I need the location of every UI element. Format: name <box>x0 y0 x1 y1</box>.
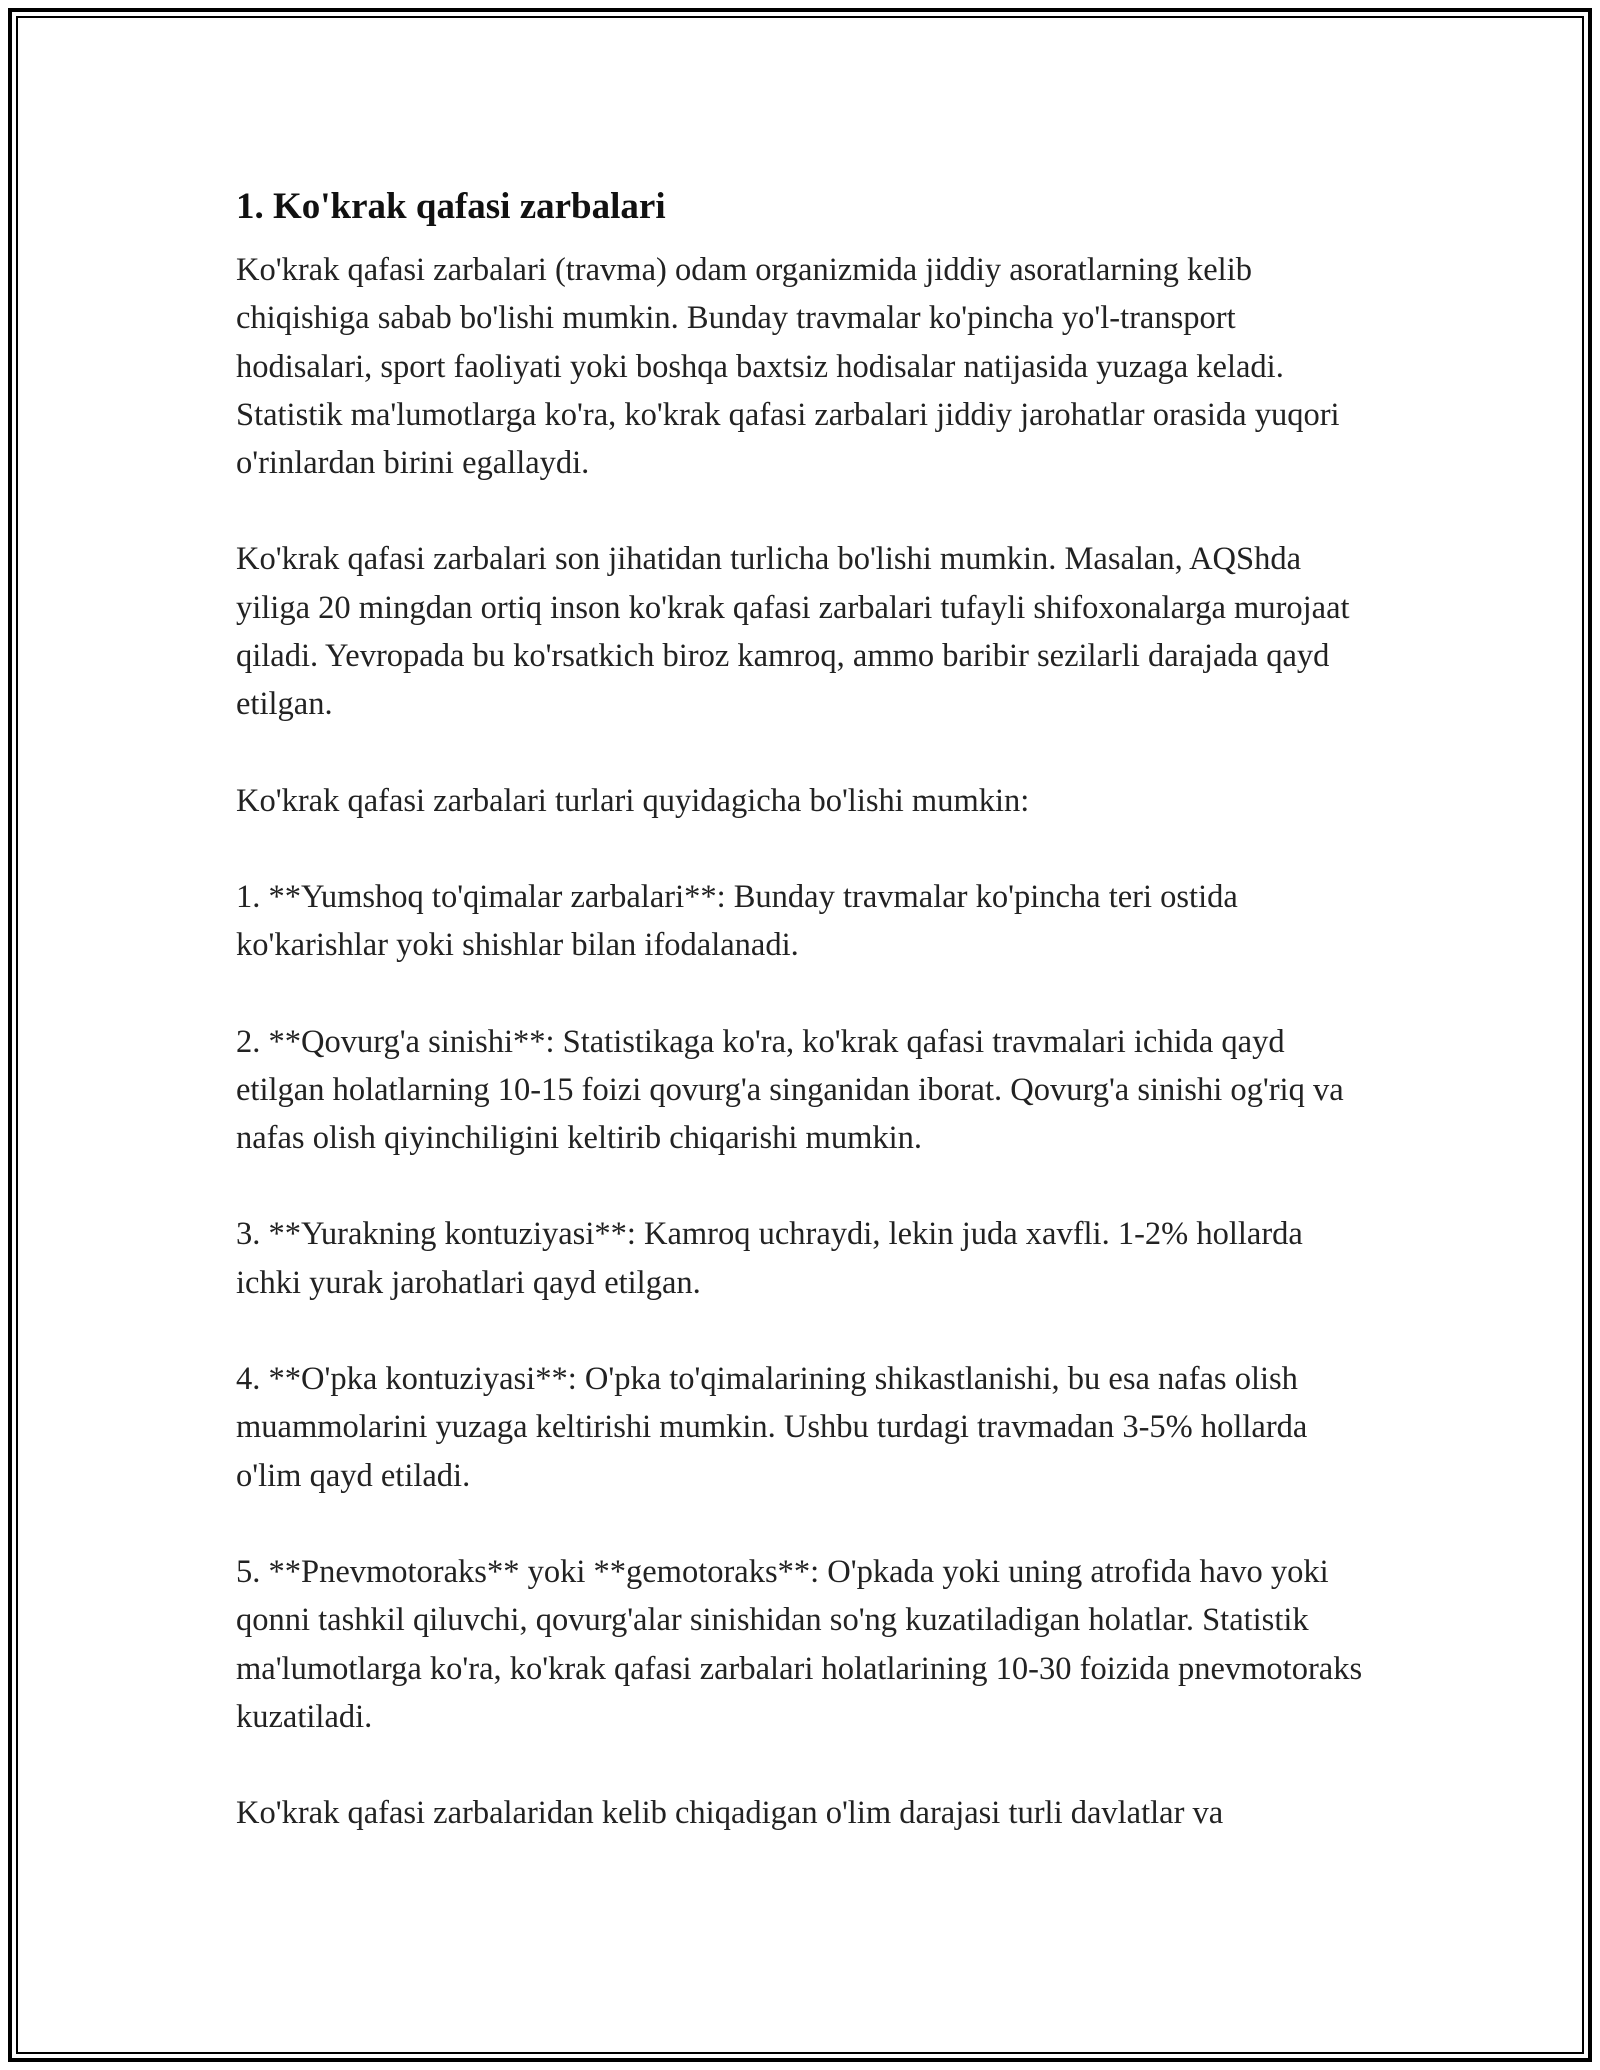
list-item-cardiac-contusion: 3. **Yurakning kontuziyasi**: Kamroq uchraydi, lekin juda xavfli. 1-2% hollarda ichki yurak jarohatlari qayd etilgan. <box>236 1216 1303 1301</box>
document-body <box>236 183 1366 1885</box>
list-item-rib-fracture: 2. **Qovurg'a sinishi**: Statistikaga ko'ra, ko'krak qafasi travmalari ichida qayd etilgan holatlarning 10-15 foizi qovurg'a singanidan iborat. Qovurg'a sinishi og'riq va nafas olish qiyinchiligini keltirib chiqarishi mumkin. <box>236 1023 1344 1157</box>
section-heading: 1. Ko'krak qafasi zarbalari <box>236 186 666 227</box>
list-item-soft-tissue: 1. **Yumshoq to'qimalar zarbalari**: Bunday travmalar ko'pincha teri ostida ko'karishlar yoki shishlar bilan ifodalanadi. <box>236 878 1238 964</box>
intro-paragraph: Ko'krak qafasi zarbalari (travma) odam organizmida jiddiy asoratlarning kelib chiqishiga sabab bo'lishi mumkin. Bunday travmalar ko'pincha yo'l-transport hodisalari, sport faoliyati yoki boshqa baxtsiz hodisalar natijasida yuzaga keladi. Statistik ma'lumotlarga ko'ra, ko'krak qafasi zarbalari jiddiy jarohatlar orasida yuqori o'rinlardan birini egallaydi. <box>236 252 1340 482</box>
list-item-pneumothorax: 5. **Pnevmotoraks** yoki **gemotoraks**: O'pkada yoki uning atrofida havo yoki qonni tashkil qiluvchi, qovurg'alar sinishidan so'ng kuzatiladigan holatlar. Statistik ma'lumotlarga ko'ra, ko'krak qafasi zarbalari holatlarining 10-30 foizida pnevmotoraks kuzatiladi. <box>236 1553 1363 1735</box>
types-intro-paragraph: Ko'krak qafasi zarbalari turlari quyidagicha bo'lishi mumkin: <box>236 782 1030 819</box>
mortality-paragraph: Ko'krak qafasi zarbalaridan kelib chiqadigan o'lim darajasi turli davlatlar va <box>236 1795 1224 1832</box>
statistics-paragraph: Ko'krak qafasi zarbalari son jihatidan turlicha bo'lishi mumkin. Masalan, AQShda yiliga 20 mingdan ortiq inson ko'krak qafasi zarbalari tufayli shifoxonalarga murojaat qiladi. Yevropada bu ko'rsatkich biroz kamroq, ammo baribir sezilarli darajada qayd etilgan. <box>236 541 1350 723</box>
list-item-lung-contusion: 4. **O'pka kontuziyasi**: O'pka to'qimalarining shikastlanishi, bu esa nafas olish muammolarini yuzaga keltirishi mumkin. Ushbu turdagi travmadan 3-5% hollarda o'lim qayd etiladi. <box>236 1361 1308 1494</box>
